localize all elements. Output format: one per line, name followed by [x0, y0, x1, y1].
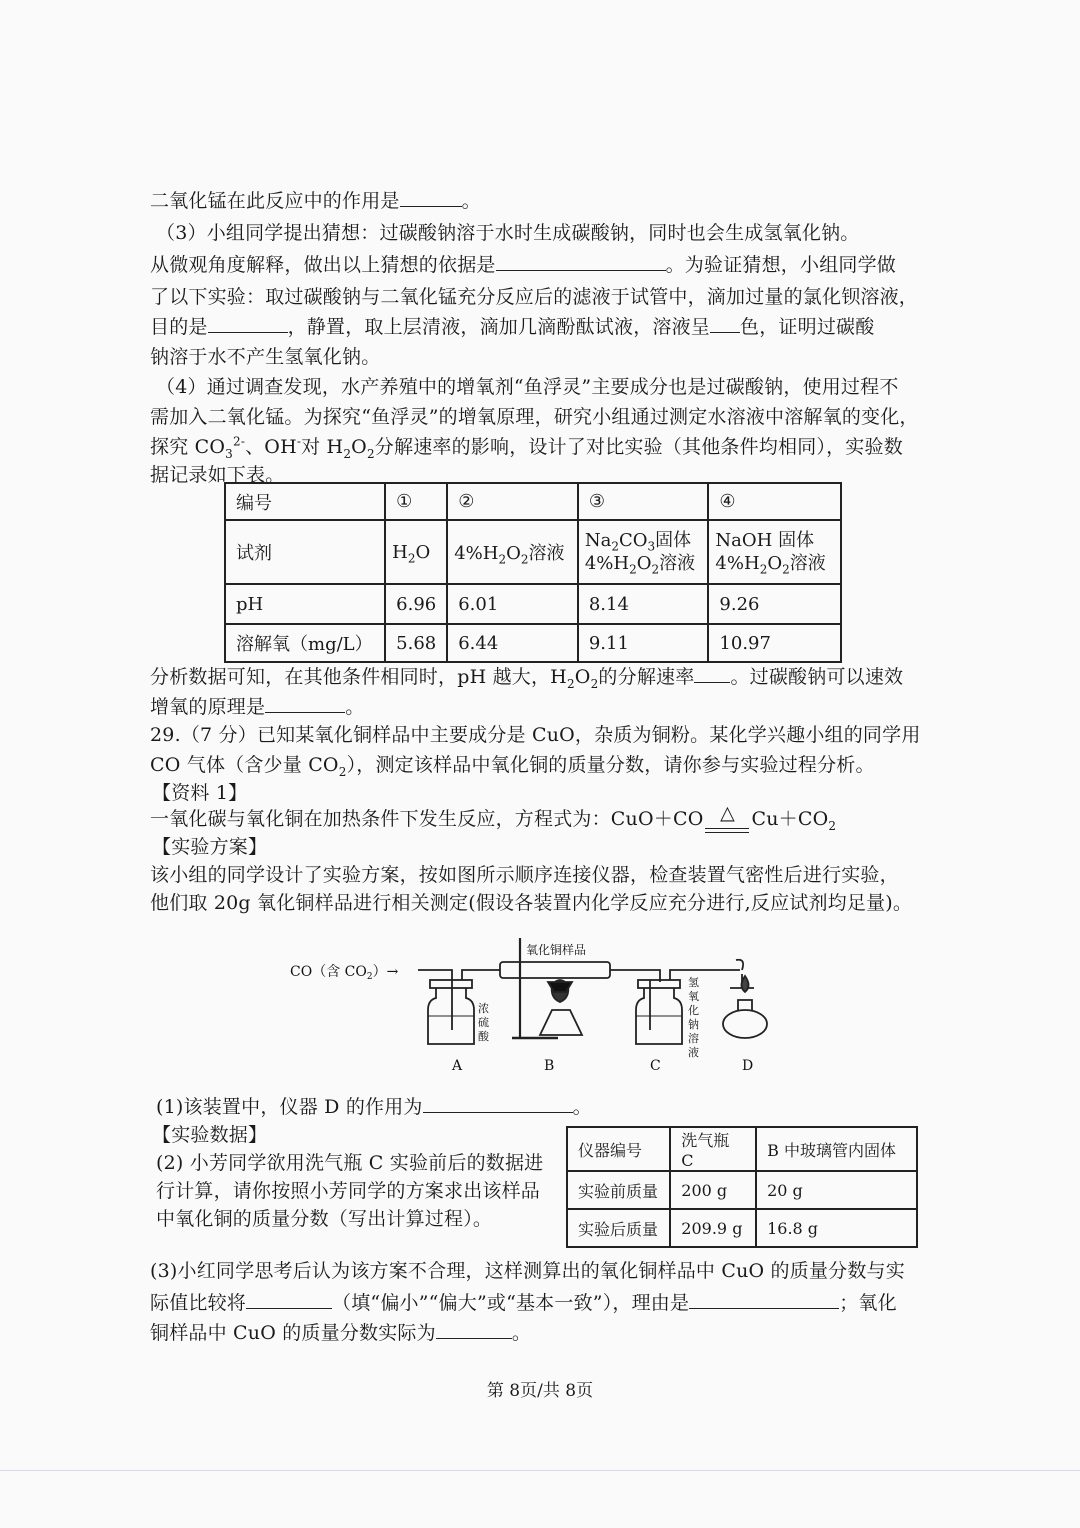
svg-text:钠: 钠: [688, 1018, 699, 1031]
page-divider: [0, 1470, 1080, 1471]
svg-text:氧: 氧: [688, 990, 699, 1003]
answer-blank[interactable]: [436, 1318, 512, 1339]
instrument-mass-table: [566, 1126, 918, 1248]
answer-blank[interactable]: [400, 186, 462, 207]
q29-line-1: 29.（7 分）已知某氧化铜样品中主要成分是 CuO，杂质为铜粉。某化学兴趣小组的同学用: [150, 724, 921, 746]
mno2-role-line: 二氧化锰在此反应中的作用是 。: [150, 186, 930, 216]
data-title: 【实验数据】: [152, 1124, 268, 1146]
svg-text:溶: 溶: [688, 1032, 699, 1045]
heat-triangle-icon: △: [720, 802, 735, 824]
table-cell: 9.11: [578, 624, 709, 662]
answer-blank[interactable]: [423, 1092, 573, 1113]
table-cell: ①: [385, 483, 447, 520]
svg-text:酸: 酸: [478, 1030, 489, 1043]
svg-text:化: 化: [688, 1004, 699, 1017]
table-row: [225, 483, 841, 520]
table-cell: 10.97: [708, 624, 841, 662]
naoh-label: [688, 975, 699, 1059]
q3-line-2: 从微观角度解释，做出以上猜想的依据是 。为验证猜想，小组同学做: [150, 250, 930, 280]
q29-line-2: CO 气体（含少量 $CO_2$），测定该样品中氧化铜的质量分数，请你参与实验过程分析。: [150, 754, 875, 779]
answer-blank[interactable]: [208, 312, 288, 333]
svg-text:液: 液: [688, 1046, 699, 1059]
table-row: [225, 520, 841, 584]
sub2-line-3: 中氧化铜的质量分数（写出计算过程）。: [156, 1208, 493, 1230]
answer-blank[interactable]: [496, 250, 666, 271]
reference-title: 【资料 1】: [152, 782, 248, 804]
q3-line-1: （3）小组同学提出猜想：过碳酸钠溶于水时生成碳酸钠，同时也会生成氢氧化钠。: [156, 222, 860, 244]
table-row: [225, 584, 841, 624]
plan-title: 【实验方案】: [152, 836, 268, 858]
answer-blank[interactable]: [265, 692, 345, 713]
table-cell: ②: [447, 483, 578, 520]
table-row: [567, 1209, 917, 1247]
label-a: A: [452, 1058, 463, 1074]
table-cell: 试剂: [225, 520, 385, 584]
table-row: [567, 1127, 917, 1171]
answer-blank[interactable]: [689, 1288, 839, 1309]
table-cell: 6.44: [447, 624, 578, 662]
bottle-a-stopper: [430, 980, 472, 988]
table-cell: 8.14: [578, 584, 709, 624]
table-cell: $4\%H_2O_2$溶液: [447, 520, 578, 584]
table-cell: 溶解氧（mg/L）: [225, 624, 385, 662]
bottle-c-stopper: [638, 980, 680, 988]
table-cell: pH: [225, 584, 385, 624]
table-cell: ③: [578, 483, 709, 520]
q3-line-3: 了以下实验：取过碳酸钠与二氧化锰充分反应后的滤液于试管中，滴加过量的氯化钡溶液，: [150, 286, 919, 308]
table-cell: 实验前质量: [567, 1171, 670, 1209]
plan-line-2: 他们取 20g 氧化铜样品进行相关测定(假设各装置内化学反应充分进行,反应试剂均足量)。: [150, 892, 913, 914]
sample-label: 氧化铜样品: [526, 943, 587, 957]
table-cell: $Na_2CO_3$固体 $4\%H_2O_2$溶液: [578, 520, 709, 584]
table-cell: 编号: [225, 483, 385, 520]
table-cell: 5.68: [385, 624, 447, 662]
answer-blank[interactable]: [710, 312, 740, 333]
label-d: D: [742, 1058, 754, 1074]
table-cell: NaOH 固体 $4\%H_2O_2$溶液: [708, 520, 841, 584]
acid-label: [478, 1001, 490, 1043]
table-cell: $H_2O$: [385, 520, 447, 584]
table-cell: B 中玻璃管内固体: [756, 1127, 917, 1171]
q4-line-1: （4）通过调查发现，水产养殖中的增氧剂“鱼浮灵”主要成分也是过碳酸钠，使用过程不: [156, 376, 899, 398]
sub1-line: (1)该装置中，仪器 D 的作用为 。: [156, 1092, 936, 1122]
glass-tube-b: [500, 962, 610, 978]
table-row: [567, 1171, 917, 1209]
q4-line-2: 需加入二氧化锰。为探究“鱼浮灵”的增氧原理，研究小组通过测定水溶液中溶解氧的变化，: [150, 406, 919, 428]
label-c: C: [650, 1058, 661, 1074]
inlet-label: CO（含 $CO_2)\to$: [290, 964, 399, 982]
analysis-line-1: 分析数据可知，在其他条件相同时，pH 越大，$H_2O_2$的分解速率 。过碳酸钠可以速效: [150, 662, 930, 692]
table-cell: 6.96: [385, 584, 447, 624]
analysis-line-2: 增氧的原理是 。: [150, 692, 930, 722]
alcohol-lamp-d: [723, 1010, 767, 1038]
q3-line-4: 目的是 ，静置，取上层清液，滴加几滴酚酞试液，溶液呈 色，证明过碳酸: [150, 312, 930, 342]
plan-line-1: 该小组的同学设计了实验方案，按如图所示顺序连接仪器，检查装置气密性后进行实验，: [150, 864, 899, 886]
q3-line-5: 钠溶于水不产生氢氧化钠。: [150, 346, 381, 368]
sub3-line-3: 铜样品中 CuO 的质量分数实际为 。: [150, 1318, 930, 1348]
table-row: [225, 624, 841, 662]
answer-blank[interactable]: [246, 1288, 332, 1309]
table-cell: 实验后质量: [567, 1209, 670, 1247]
burner-b: [540, 1010, 582, 1035]
q4-line-4: 据记录如下表。: [150, 464, 285, 486]
table-cell: 6.01: [447, 584, 578, 624]
reference-equation: 一氧化碳与氧化铜在加热条件下发生反应，方程式为：CuO＋CO △ $Cu+CO_2$: [150, 802, 837, 833]
experiment-data-table: [224, 482, 842, 663]
sub2-line-1: (2) 小芳同学欲用洗气瓶 C 实验前后的数据进: [156, 1152, 544, 1174]
table-cell: ④: [708, 483, 841, 520]
table-cell: 9.26: [708, 584, 841, 624]
page-number: 第 8页/共 8页: [486, 1381, 594, 1401]
table-cell: 20 g: [756, 1171, 917, 1209]
table-cell: 仪器编号: [567, 1127, 670, 1171]
table-cell: 洗气瓶 C: [670, 1127, 756, 1171]
sub3-line-2: 际值比较将 （填“偏小”“偏大”或“基本一致”），理由是 ；氧化: [150, 1288, 930, 1318]
table-cell: 200 g: [670, 1171, 756, 1209]
label-b: B: [544, 1058, 555, 1074]
sub3-line-1: (3)小红同学思考后认为该方案不合理，这样测算出的氧化铜样品中 CuO 的质量分数与实: [150, 1260, 905, 1282]
svg-text:浓: 浓: [478, 1002, 489, 1015]
apparatus-diagram: [290, 930, 810, 1080]
table-cell: 16.8 g: [756, 1209, 917, 1247]
q4-line-3: 探究 $CO_3^{2-}$、OH-对 $H_2O_2$分解速率的影响，设计了对比实验（其他条件均相同），实验数: [150, 434, 903, 461]
table-cell: 209.9 g: [670, 1209, 756, 1247]
sub2-line-2: 行计算，请你按照小芳同学的方案求出该样品: [156, 1180, 541, 1202]
svg-text:硫: 硫: [478, 1016, 489, 1029]
answer-blank[interactable]: [694, 662, 730, 683]
svg-text:氢: 氢: [688, 976, 699, 989]
